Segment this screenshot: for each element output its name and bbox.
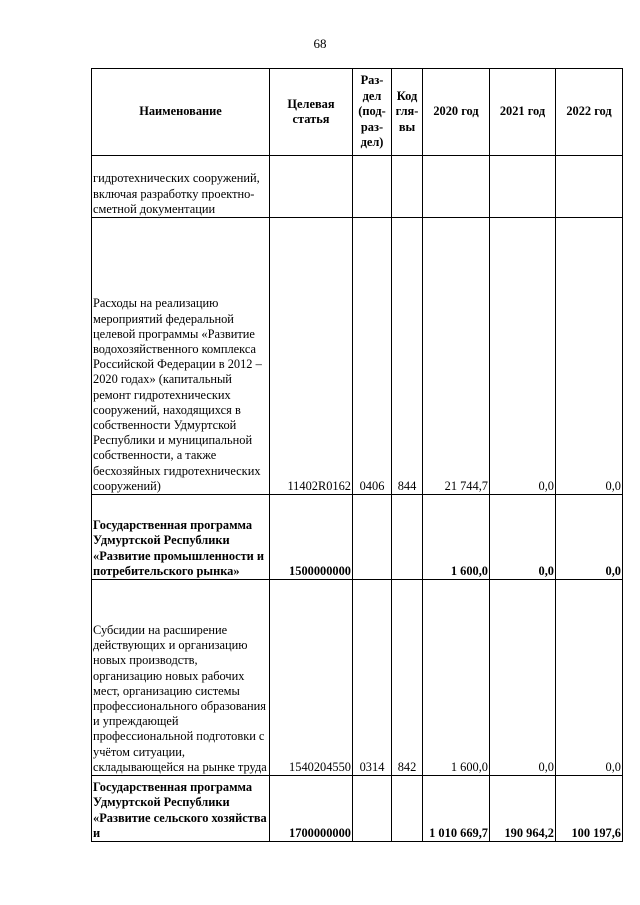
row-name: Государственная программа Удмуртской Республики «Развитие сельского хозяйства и <box>92 776 270 842</box>
row-2021: 190 964,2 <box>490 776 556 842</box>
row-name: Расходы на реализацию мероприятий федеральной целевой программы «Развитие водохозяйственного комплекса Российской Федерации в 2012 – 2020 годах» (капитальный ремонт гидротехнических сооружений, находящихся в собственности Удмуртской Республики и муниципальной собственности, а также бесхозяйных гидротехнических сооружений) <box>92 218 270 495</box>
table-row <box>92 218 623 495</box>
row-target: 1700000000 <box>270 776 353 842</box>
row-2020: 1 600,0 <box>423 495 490 580</box>
row-target <box>270 156 353 218</box>
row-section: 0314 <box>353 580 392 776</box>
row-section: 0406 <box>353 218 392 495</box>
row-chapter: 842 <box>392 580 423 776</box>
row-2021 <box>490 156 556 218</box>
row-section <box>353 156 392 218</box>
row-2021: 0,0 <box>490 495 556 580</box>
row-name: гидротехнических сооружений, включая разработку проектно-сметной документации <box>92 156 270 218</box>
page-number: 68 <box>313 36 327 51</box>
row-2022: 0,0 <box>556 495 623 580</box>
row-2022: 100 197,6 <box>556 776 623 842</box>
row-2020: 21 744,7 <box>423 218 490 495</box>
table-row <box>92 495 623 580</box>
row-2022: 0,0 <box>556 580 623 776</box>
header-row <box>92 69 623 156</box>
row-target: 11402R0162 <box>270 218 353 495</box>
row-target: 1500000000 <box>270 495 353 580</box>
row-2020: 1 600,0 <box>423 580 490 776</box>
row-section <box>353 495 392 580</box>
budget-table <box>91 68 623 842</box>
header-2021: 2021 год <box>490 69 556 156</box>
row-name: Субсидии на расширение действующих и организацию новых производств, организацию новых рабочих мест, организацию системы профессионального образования и упреждающей профессиональной подготовки с учётом ситуации, складывающейся на рынке труда <box>92 580 270 776</box>
row-chapter <box>392 156 423 218</box>
row-2022: 0,0 <box>556 218 623 495</box>
header-name: Наименование <box>92 69 270 156</box>
row-2021: 0,0 <box>490 580 556 776</box>
row-chapter <box>392 776 423 842</box>
row-chapter <box>392 495 423 580</box>
row-2022 <box>556 156 623 218</box>
row-name: Государственная программа Удмуртской Республики «Развитие промышленности и потребительского рынка» <box>92 495 270 580</box>
row-target: 1540204550 <box>270 580 353 776</box>
table-row <box>92 580 623 776</box>
row-2021: 0,0 <box>490 218 556 495</box>
table-row <box>92 156 623 218</box>
table-row <box>92 776 623 842</box>
header-2020: 2020 год <box>423 69 490 156</box>
row-2020 <box>423 156 490 218</box>
header-2022: 2022 год <box>556 69 623 156</box>
row-2020: 1 010 669,7 <box>423 776 490 842</box>
row-section <box>353 776 392 842</box>
header-section: Раз- дел (под- раз- дел) <box>353 69 392 156</box>
header-target: Целевая статья <box>270 69 353 156</box>
header-chapter: Код гля- вы <box>392 69 423 156</box>
row-chapter: 844 <box>392 218 423 495</box>
